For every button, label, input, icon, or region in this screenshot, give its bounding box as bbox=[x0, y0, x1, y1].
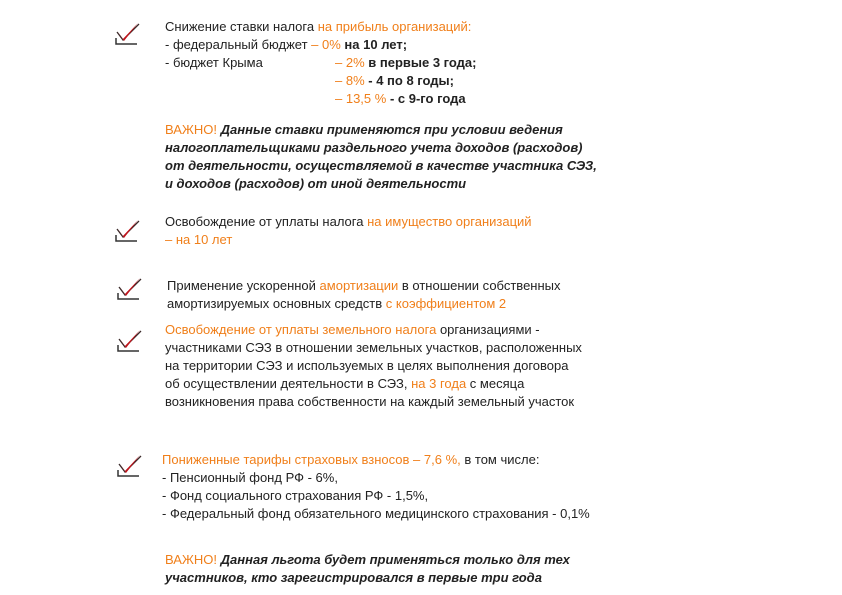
property-tax-accent: на имущество организаций bbox=[367, 214, 532, 229]
insurance-text: в том числе: bbox=[460, 452, 540, 467]
important-note-1 bbox=[165, 121, 597, 193]
land-tax-section bbox=[165, 321, 582, 411]
checkbox-check-icon bbox=[113, 20, 143, 46]
checkbox-check-icon bbox=[113, 217, 143, 243]
social-fund-line: - Фонд социального страхования РФ - 1,5%, bbox=[162, 488, 429, 503]
property-tax-term: – на 10 лет bbox=[165, 232, 233, 247]
crimea-rate-3: – 13,5 % bbox=[335, 91, 387, 106]
profit-tax-title-accent: на прибыль организаций: bbox=[317, 19, 472, 34]
crimea-rate-2: – 8% bbox=[335, 73, 365, 88]
depreciation-text-2: в отношении собственных bbox=[398, 278, 561, 293]
profit-tax-title: Снижение ставки налога bbox=[165, 19, 318, 34]
land-tax-accent: Освобождение от уплаты земельного налога bbox=[165, 322, 437, 337]
crimea-term-2: - 4 по 8 годы; bbox=[364, 73, 454, 88]
land-tax-term: на 3 года bbox=[411, 376, 467, 391]
note-line: Данные ставки применяются при условии ведения bbox=[217, 122, 563, 137]
federal-term: на 10 лет; bbox=[340, 37, 408, 52]
depreciation-text-3: амортизируемых основных средств bbox=[167, 296, 386, 311]
land-tax-line: возникновения права собственности на каждый земельный участок bbox=[165, 394, 575, 409]
crimea-rate-1: – 2% bbox=[335, 55, 365, 70]
crimea-budget-label: - бюджет Крыма bbox=[165, 55, 263, 70]
crimea-term-1: в первые 3 года; bbox=[364, 55, 477, 70]
land-tax-line-end: с месяца bbox=[466, 376, 525, 391]
property-tax-text: Освобождение от уплаты налога bbox=[165, 214, 368, 229]
property-tax-section bbox=[165, 213, 532, 249]
federal-budget-label: - федеральный бюджет bbox=[165, 37, 312, 52]
checkbox-check-icon bbox=[115, 452, 145, 478]
important-note-2 bbox=[165, 551, 570, 587]
depreciation-text: Применение ускоренной bbox=[167, 278, 320, 293]
note-line: налогоплательщиками раздельного учета доходов (расходов) bbox=[165, 140, 583, 155]
federal-rate: – 0% bbox=[311, 37, 341, 52]
insurance-section bbox=[162, 451, 590, 523]
land-tax-text: организациями - bbox=[436, 322, 540, 337]
pension-fund-line: - Пенсионный фонд РФ - 6%, bbox=[162, 470, 338, 485]
crimea-term-3: - с 9-го года bbox=[386, 91, 466, 106]
depreciation-coefficient: с коэффициентом 2 bbox=[385, 296, 507, 311]
note-line: участников, кто зарегистрировался в первые три года bbox=[165, 570, 542, 585]
important-label: ВАЖНО! bbox=[165, 122, 218, 137]
important-label: ВАЖНО! bbox=[165, 552, 218, 567]
depreciation-accent: амортизации bbox=[319, 278, 399, 293]
checkbox-check-icon bbox=[115, 275, 145, 301]
land-tax-line: об осуществлении деятельности в СЭЗ, bbox=[165, 376, 412, 391]
profit-tax-section bbox=[165, 18, 476, 108]
depreciation-section bbox=[167, 277, 561, 313]
checkbox-check-icon bbox=[115, 327, 145, 353]
insurance-accent: Пониженные тарифы страховых взносов – 7,6 %, bbox=[162, 452, 461, 467]
land-tax-line: участниками СЭЗ в отношении земельных участков, расположенных bbox=[165, 340, 582, 355]
note-line: Данная льгота будет применяться только для тех bbox=[217, 552, 570, 567]
land-tax-line: на территории СЭЗ и используемых в целях выполнения договора bbox=[165, 358, 569, 373]
note-line: от деятельности, осуществляемой в качестве участника СЭЗ, bbox=[165, 158, 597, 173]
note-line: и доходов (расходов) от иной деятельности bbox=[165, 176, 467, 191]
medical-fund-line: - Федеральный фонд обязательного медицинского страхования - 0,1% bbox=[162, 506, 590, 521]
